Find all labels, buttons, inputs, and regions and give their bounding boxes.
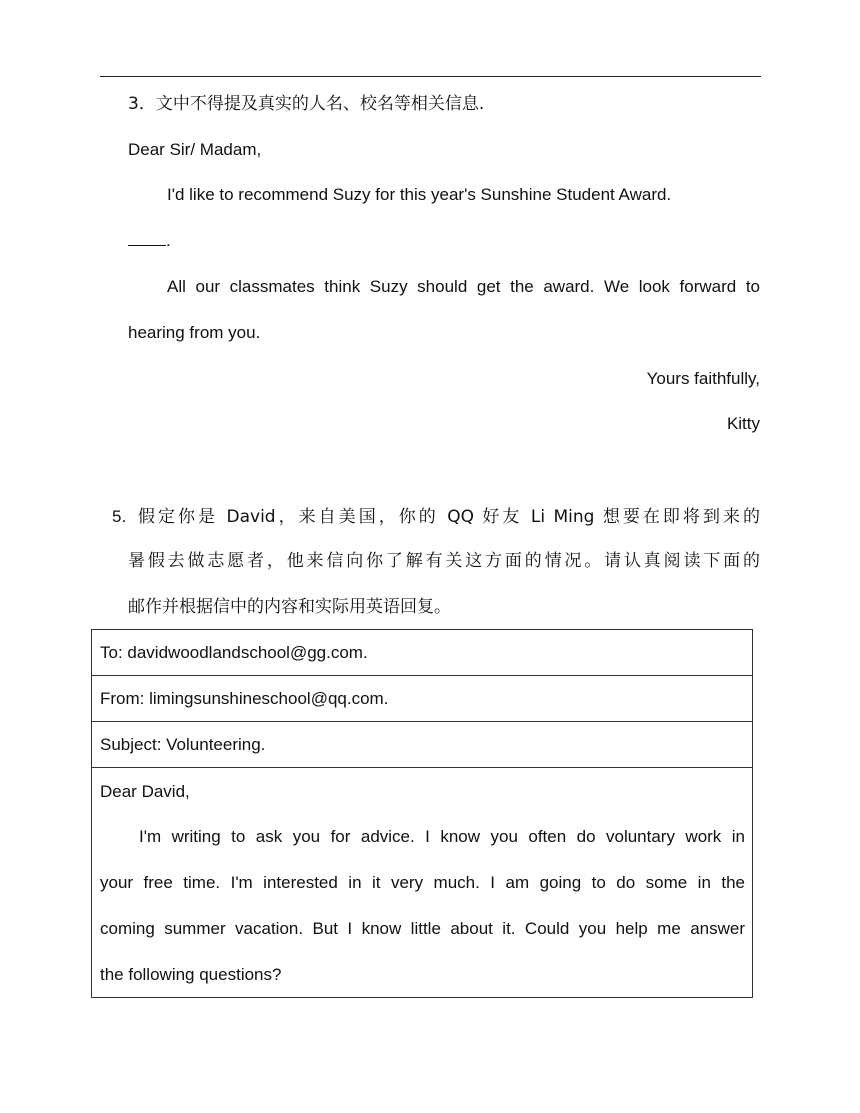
question-5-line-3: 邮作并根据信中的内容和实际用英语回复。 — [128, 597, 451, 617]
email-from: From: limingsunshineschool@qq.com. — [92, 676, 753, 722]
question-5-number: 5. — [112, 507, 127, 526]
email-subject: Subject: Volunteering. — [92, 722, 753, 768]
letter-closing: Yours faithfully, — [646, 369, 760, 388]
email-body-row — [92, 768, 753, 998]
question-5-line-1: 假定你是 David，来自美国，你的 QQ 好友 Li Ming 想要在即将到来的 — [138, 507, 760, 527]
question-5-line-2: 暑假去做志愿者，他来信向你了解有关这方面的情况。请认真阅读下面的 — [128, 551, 760, 571]
letter-signature: Kitty — [726, 414, 760, 433]
email-subject-row — [92, 722, 753, 768]
email-to: To: davidwoodlandschool@gg.com. — [92, 630, 753, 676]
blank-suffix: . — [166, 231, 171, 250]
letter-paragraph-1: I'd like to recommend Suzy for this year's Sunshine Student Award. — [167, 185, 672, 204]
header-rule — [100, 76, 761, 77]
email-body-line-3: coming summer vacation. But I know little about it. Could you help me answer — [100, 919, 745, 938]
instruction-3: 3．文中不得提及真实的人名、校名等相关信息. — [128, 94, 485, 114]
letter-salutation: Dear Sir/ Madam, — [128, 140, 262, 159]
email-from-row — [92, 676, 753, 722]
email-table — [91, 629, 753, 998]
email-body-line-4: the following questions? — [100, 965, 282, 984]
email-body-line-2: your free time. I'm interested in it very much. I am going to do some in the — [100, 873, 745, 892]
letter-blank-line — [128, 230, 171, 252]
email-salutation: Dear David, — [100, 782, 190, 801]
email-body-line-1: I'm writing to ask you for advice. I know you often do voluntary work in — [139, 827, 745, 846]
letter-paragraph-2-line-2: hearing from you. — [128, 323, 261, 342]
letter-paragraph-2-line-1: All our classmates think Suzy should get the award. We look forward to — [167, 277, 760, 296]
answer-blank[interactable] — [128, 231, 166, 246]
email-to-row — [92, 630, 753, 676]
email-body — [92, 768, 753, 998]
